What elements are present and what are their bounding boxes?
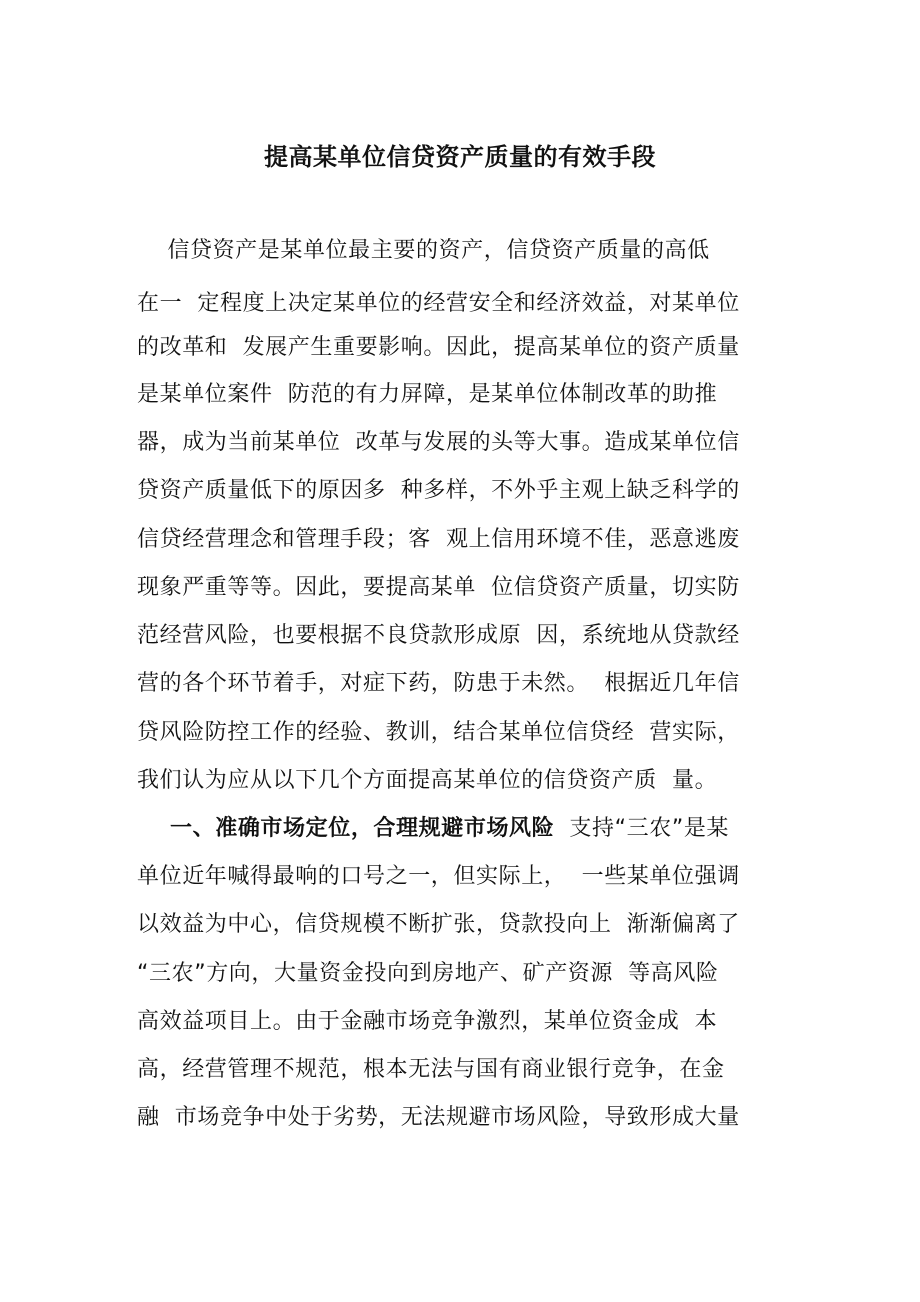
paragraph-line: 以效益为中心，信贷规模不断扩张，贷款投向上 渐渐偏离了 — [137, 912, 740, 937]
section-heading: 一、准确市场定位，合理规避市场风险 — [137, 816, 555, 841]
paragraph-line: 我们认为应从以下几个方面提高某单位的信贷资产质 量。 — [137, 768, 718, 793]
paragraph-line: 信贷经营理念和管理手段；客 观上信用环境不佳，恶意逃废 — [137, 527, 740, 552]
paragraph-line: “三农”方向，大量资金投向到房地产、矿产资源 等高风险 — [137, 961, 719, 986]
section-heading-line — [137, 814, 729, 844]
document-title: 提高某单位信贷资产质量的有效手段 — [264, 143, 656, 171]
paragraph-line: 范经营风险，也要根据不良贷款形成原 因，系统地从贷款经 — [137, 623, 740, 648]
paragraph-line: 是某单位案件 防范的有力屏障，是某单位体制改革的助推 — [137, 382, 718, 407]
section-heading-continuation: 支持“三农”是某 — [554, 816, 730, 841]
paragraph-line: 现象严重等等。因此，要提高某单 位信贷资产质量，切实防 — [137, 575, 740, 600]
paragraph-line: 贷风险防控工作的经验、教训，结合某单位信贷经 营实际， — [137, 720, 740, 745]
paragraph-line: 在一 定程度上决定某单位的经营安全和经济效益，对某单位 — [137, 291, 740, 316]
paragraph-line: 高效益项目上。由于金融市场竞争激烈，某单位资金成 本 — [137, 1009, 718, 1034]
paragraph-line: 高，经营管理不规范，根本无法与国有商业银行竞争，在金 — [137, 1057, 725, 1082]
paragraph-line: 信贷资产是某单位最主要的资产，信贷资产质量的高低 — [137, 238, 710, 263]
paragraph-line: 的改革和 发展产生重要影响。因此，提高某单位的资产质量 — [137, 335, 740, 360]
paragraph-line: 营的各个环节着手，对症下药，防患于未然。 根据近几年信 — [137, 671, 740, 696]
paragraph-line: 贷资产质量低下的原因多 种多样，不外乎主观上缺乏科学的 — [137, 478, 740, 503]
paragraph-line: 器，成为当前某单位 改革与发展的头等大事。造成某单位信 — [137, 430, 740, 455]
paragraph-line: 单位近年喊得最响的口号之一，但实际上， 一些某单位强调 — [137, 864, 740, 889]
paragraph-line: 融 市场竞争中处于劣势，无法规避市场风险，导致形成大量 — [137, 1105, 740, 1130]
